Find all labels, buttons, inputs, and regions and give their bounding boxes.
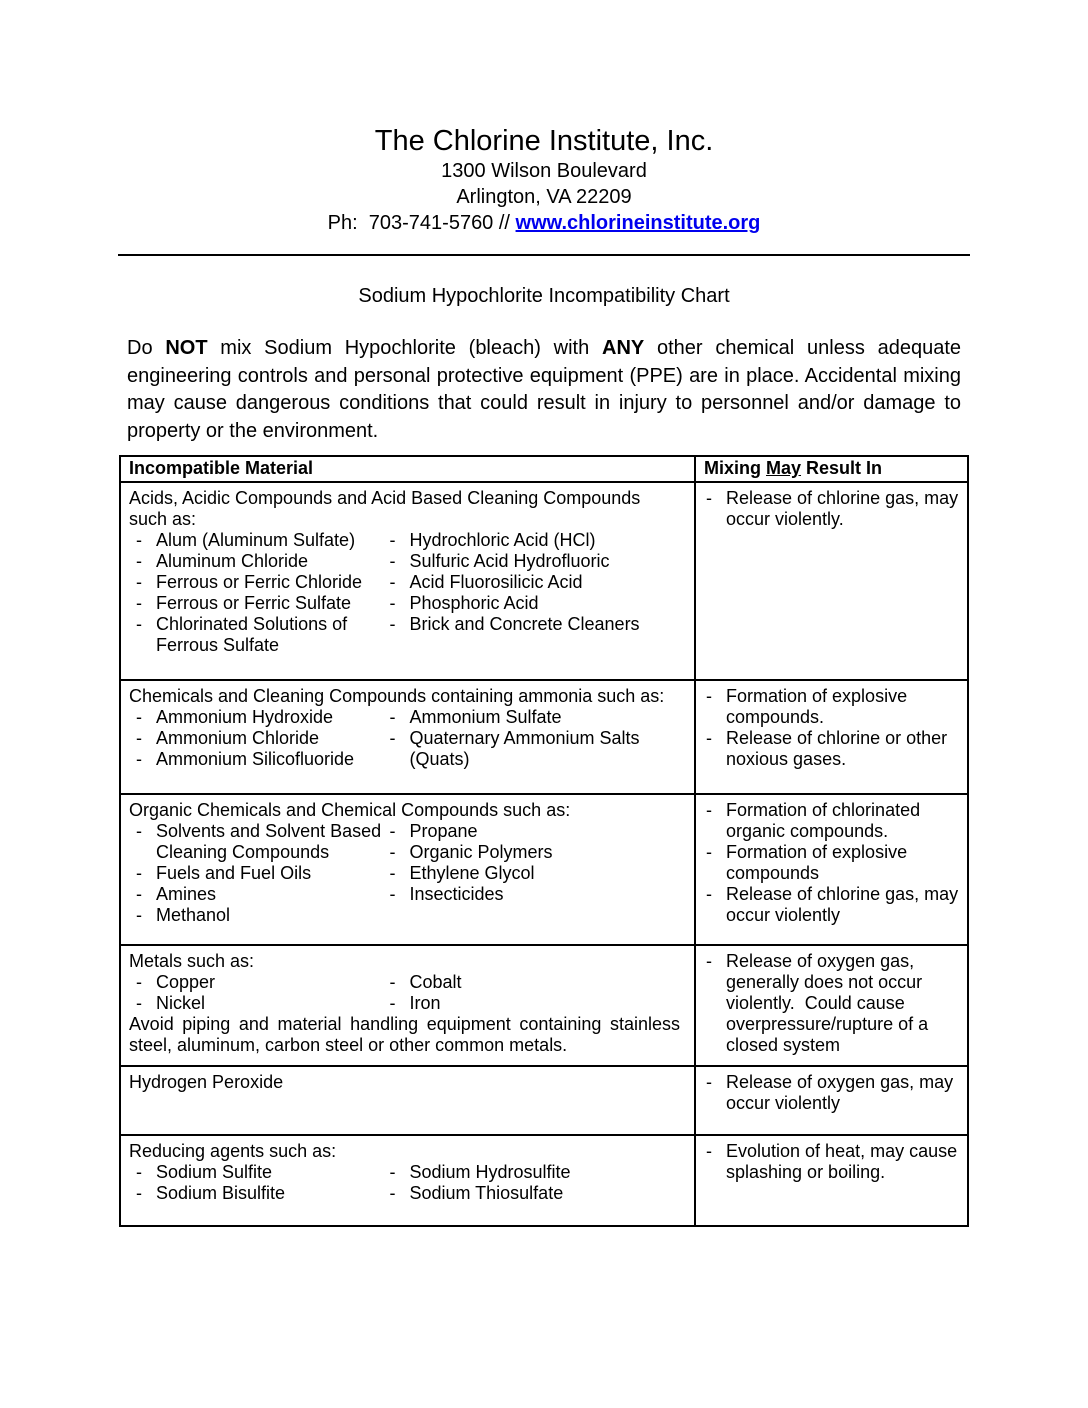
material-item-label: Quaternary Ammonium Salts (Quats) — [409, 728, 645, 769]
material-bullet-column-1 — [129, 1162, 382, 1204]
material-item — [382, 1183, 680, 1204]
material-item — [382, 593, 680, 614]
bullet-dash: - — [389, 972, 396, 992]
mixing-result-cell — [695, 794, 968, 945]
material-item — [129, 551, 382, 572]
table-header-row — [120, 456, 968, 482]
material-item-label: Ammonium Chloride — [156, 728, 320, 748]
text-segment: other chemical unless adequate engineering controls and personal protective equipment (PPE) are in place. Accidental mixing may cause dangerous conditions that could result in injury to personnel and/or damage to property or the environment. — [127, 337, 961, 442]
material-item — [382, 972, 680, 993]
material-item-label: Fuels and Fuel Oils — [156, 863, 312, 883]
material-bullets — [129, 972, 680, 1014]
material-item — [129, 593, 382, 614]
result-item-label: Release of chlorine gas, may occur violently — [726, 884, 964, 925]
result-list — [706, 488, 964, 530]
bullet-dash: - — [136, 593, 142, 613]
material-bullet-column-1 — [129, 972, 382, 1014]
material-item — [382, 707, 680, 728]
bullet-dash: - — [136, 863, 142, 883]
material-item-label: Sodium Hydrosulfite — [409, 1162, 571, 1182]
material-bullets — [129, 530, 680, 656]
address-line-1: 1300 Wilson Boulevard — [441, 160, 647, 182]
bullet-dash: - — [706, 951, 712, 971]
material-category: Reducing agents such as: — [129, 1141, 337, 1161]
material-category: Hydrogen Peroxide — [129, 1072, 284, 1092]
bullet-dash: - — [136, 905, 142, 925]
material-item-label: Ammonium Sulfate — [409, 707, 562, 727]
text-segment: Result In — [801, 458, 883, 478]
incompatibility-table — [119, 455, 969, 1227]
bullet-dash: - — [706, 800, 712, 820]
organization-name: The Chlorine Institute, Inc. — [374, 125, 714, 157]
letterhead — [0, 0, 1088, 236]
material-item — [129, 1183, 382, 1204]
result-item — [706, 1072, 959, 1114]
phone-line — [0, 210, 1088, 236]
mixing-result-cell — [695, 482, 968, 680]
material-item — [129, 972, 382, 993]
text-segment: Do — [127, 337, 166, 359]
result-item-label: Release of chlorine or other noxious gases. — [726, 728, 953, 769]
material-bullet-column-1 — [129, 821, 387, 926]
result-item — [706, 951, 959, 1056]
incompatible-material-cell — [120, 482, 695, 680]
material-bullet-column-2 — [382, 821, 680, 926]
bullet-dash: - — [136, 572, 142, 592]
phone-number: Ph: 703-741-5760 // — [327, 212, 516, 234]
material-item — [129, 749, 382, 770]
material-item-label: Ferrous or Ferric Chloride — [156, 572, 363, 592]
result-list — [706, 951, 959, 1056]
material-item-label: Organic Polymers — [409, 842, 553, 862]
bullet-dash: - — [389, 993, 396, 1013]
material-item-label: Alum (Aluminum Sulfate) — [156, 530, 356, 550]
material-note: Avoid piping and material handling equipment containing stainless steel, aluminum, carbon steel or other common metals. — [129, 1014, 680, 1055]
material-item-label: Acid Fluorosilicic Acid — [409, 572, 583, 592]
material-item-label: Brick and Concrete Cleaners — [409, 614, 640, 634]
bullet-dash: - — [706, 1141, 712, 1161]
material-bullet-column-2 — [382, 530, 680, 656]
bullet-dash: - — [389, 728, 396, 748]
material-bullets — [129, 821, 680, 926]
bullet-dash: - — [136, 551, 142, 571]
material-item — [382, 863, 680, 884]
material-item — [129, 530, 382, 551]
bullet-dash: - — [389, 863, 396, 883]
table-row — [120, 680, 968, 794]
material-item-label: Sulfuric Acid Hydrofluoric — [409, 551, 610, 571]
material-item — [129, 905, 382, 926]
text-segment: Incompatible Material — [129, 458, 314, 478]
result-item-label: Evolution of heat, may cause splashing or boiling. — [726, 1141, 963, 1182]
result-item — [706, 728, 959, 770]
incompatible-material-cell — [120, 680, 695, 794]
material-item-label: Aluminum Chloride — [156, 551, 309, 571]
bullet-dash: - — [706, 1072, 712, 1092]
material-item-label: Ammonium Silicofluoride — [156, 749, 355, 769]
mixing-result-cell — [695, 1135, 968, 1226]
material-item-label: Sodium Sulfite — [156, 1162, 273, 1182]
bullet-dash: - — [389, 707, 396, 727]
material-bullet-column-2 — [382, 972, 680, 1014]
bullet-dash: - — [389, 614, 396, 634]
result-item — [706, 488, 964, 530]
material-item-label: Insecticides — [409, 884, 504, 904]
material-category: Chemicals and Cleaning Compounds containing ammonia such as: — [129, 686, 665, 706]
bullet-dash: - — [706, 686, 712, 706]
horizontal-divider — [118, 254, 970, 256]
result-item-label: Formation of chlorinated organic compounds. — [726, 800, 926, 841]
column-header-incompatible-material — [120, 456, 695, 482]
bullet-dash: - — [389, 1183, 396, 1203]
result-list — [706, 800, 964, 926]
result-item-label: Formation of explosive compounds — [726, 842, 913, 883]
bullet-dash: - — [136, 707, 142, 727]
material-bullets — [129, 1162, 680, 1204]
material-item-label: Ethylene Glycol — [409, 863, 535, 883]
material-item — [129, 1162, 382, 1183]
text-segment: May — [766, 458, 802, 478]
material-bullet-column-2 — [382, 1162, 680, 1204]
bullet-dash: - — [136, 1183, 142, 1203]
table-row — [120, 945, 968, 1066]
material-item — [129, 728, 382, 749]
material-item — [382, 884, 680, 905]
result-item — [706, 884, 964, 926]
page-title: Sodium Hypochlorite Incompatibility Chart — [358, 285, 730, 307]
mixing-result-cell — [695, 945, 968, 1066]
result-list — [706, 686, 959, 770]
mixing-result-cell — [695, 680, 968, 794]
result-list — [706, 1141, 963, 1183]
material-item-label: Methanol — [156, 905, 231, 925]
website-link[interactable]: www.chlorineinstitute.org — [515, 212, 761, 234]
material-item — [382, 551, 680, 572]
material-item — [129, 863, 382, 884]
bullet-dash: - — [389, 530, 396, 550]
material-item — [129, 614, 382, 656]
mixing-result-cell — [695, 1066, 968, 1135]
bullet-dash: - — [706, 842, 712, 862]
material-item-label: Iron — [409, 993, 441, 1013]
result-item-label: Formation of explosive compounds. — [726, 686, 913, 727]
material-item-label: Copper — [156, 972, 216, 992]
material-item-label: Chlorinated Solutions of Ferrous Sulfate — [156, 614, 353, 655]
material-item-label: Sodium Bisulfite — [156, 1183, 286, 1203]
material-item-label: Phosphoric Acid — [409, 593, 539, 613]
incompatible-material-cell — [120, 945, 695, 1066]
material-item-label: Cobalt — [409, 972, 462, 992]
result-item-label: Release of oxygen gas, generally does not occur violently. Could cause overpressure/rupture of a closed system — [726, 951, 934, 1055]
bullet-dash: - — [136, 993, 142, 1013]
bullet-dash: - — [706, 884, 712, 904]
material-item — [382, 842, 680, 863]
material-item — [382, 821, 680, 842]
incompatible-material-cell — [120, 1135, 695, 1226]
table-row — [120, 1135, 968, 1226]
text-segment: mix Sodium Hypochlorite (bleach) with — [207, 337, 602, 359]
bullet-dash: - — [136, 749, 142, 769]
table-row — [120, 794, 968, 945]
text-segment: ANY — [602, 337, 645, 359]
bullet-dash: - — [389, 884, 396, 904]
bullet-dash: - — [136, 728, 142, 748]
bullet-dash: - — [389, 572, 396, 592]
material-item — [382, 572, 680, 593]
material-item-label: Ferrous or Ferric Sulfate — [156, 593, 352, 613]
bullet-dash: - — [389, 821, 396, 841]
material-item — [129, 572, 382, 593]
warning-paragraph — [127, 335, 961, 445]
incompatible-material-cell — [120, 1066, 695, 1135]
address-line-2: Arlington, VA 22209 — [456, 186, 632, 208]
material-item-label: Sodium Thiosulfate — [409, 1183, 564, 1203]
text-segment: Mixing — [704, 458, 766, 478]
bullet-dash: - — [389, 551, 396, 571]
table-row — [120, 482, 968, 680]
material-item — [129, 993, 382, 1014]
material-bullet-column-1 — [129, 707, 382, 770]
material-item-label: Amines — [156, 884, 217, 904]
material-bullet-column-2 — [382, 707, 680, 770]
bullet-dash: - — [389, 1162, 396, 1182]
material-bullets — [129, 707, 680, 770]
material-item-label: Nickel — [156, 993, 206, 1013]
material-item — [382, 728, 680, 770]
material-item — [382, 993, 680, 1014]
material-item — [129, 884, 382, 905]
material-item-label: Hydrochloric Acid (HCl) — [409, 530, 596, 550]
material-category: Acids, Acidic Compounds and Acid Based Cleaning Compounds such as: — [129, 488, 641, 529]
bullet-dash: - — [706, 488, 712, 508]
material-item-label: Solvents and Solvent Based Cleaning Compounds — [156, 821, 387, 862]
result-item-label: Release of chlorine gas, may occur violently. — [726, 488, 964, 529]
bullet-dash: - — [136, 821, 142, 841]
table-row — [120, 1066, 968, 1135]
bullet-dash: - — [136, 614, 142, 634]
material-item — [382, 530, 680, 551]
bullet-dash: - — [136, 972, 142, 992]
bullet-dash: - — [706, 728, 712, 748]
result-item-label: Release of oxygen gas, may occur violently — [726, 1072, 959, 1113]
bullet-dash: - — [136, 1162, 142, 1182]
result-list — [706, 1072, 959, 1114]
result-item — [706, 842, 959, 884]
bullet-dash: - — [389, 842, 396, 862]
bullet-dash: - — [389, 593, 396, 613]
bullet-dash: - — [136, 884, 142, 904]
column-header-mixing-result — [695, 456, 968, 482]
material-item-label: Ammonium Hydroxide — [156, 707, 334, 727]
material-item-label: Propane — [409, 821, 478, 841]
incompatible-material-cell — [120, 794, 695, 945]
material-category: Metals such as: — [129, 951, 255, 971]
material-bullet-column-1 — [129, 530, 382, 656]
text-segment: NOT — [165, 337, 208, 359]
material-item — [382, 1162, 680, 1183]
result-item — [706, 1141, 963, 1183]
bullet-dash: - — [136, 530, 142, 550]
material-item — [382, 614, 680, 635]
material-item — [129, 707, 382, 728]
result-item — [706, 686, 959, 728]
material-item — [129, 821, 387, 863]
material-category: Organic Chemicals and Chemical Compounds such as: — [129, 800, 571, 820]
incompatibility-table-body — [120, 482, 968, 1226]
result-item — [706, 800, 959, 842]
